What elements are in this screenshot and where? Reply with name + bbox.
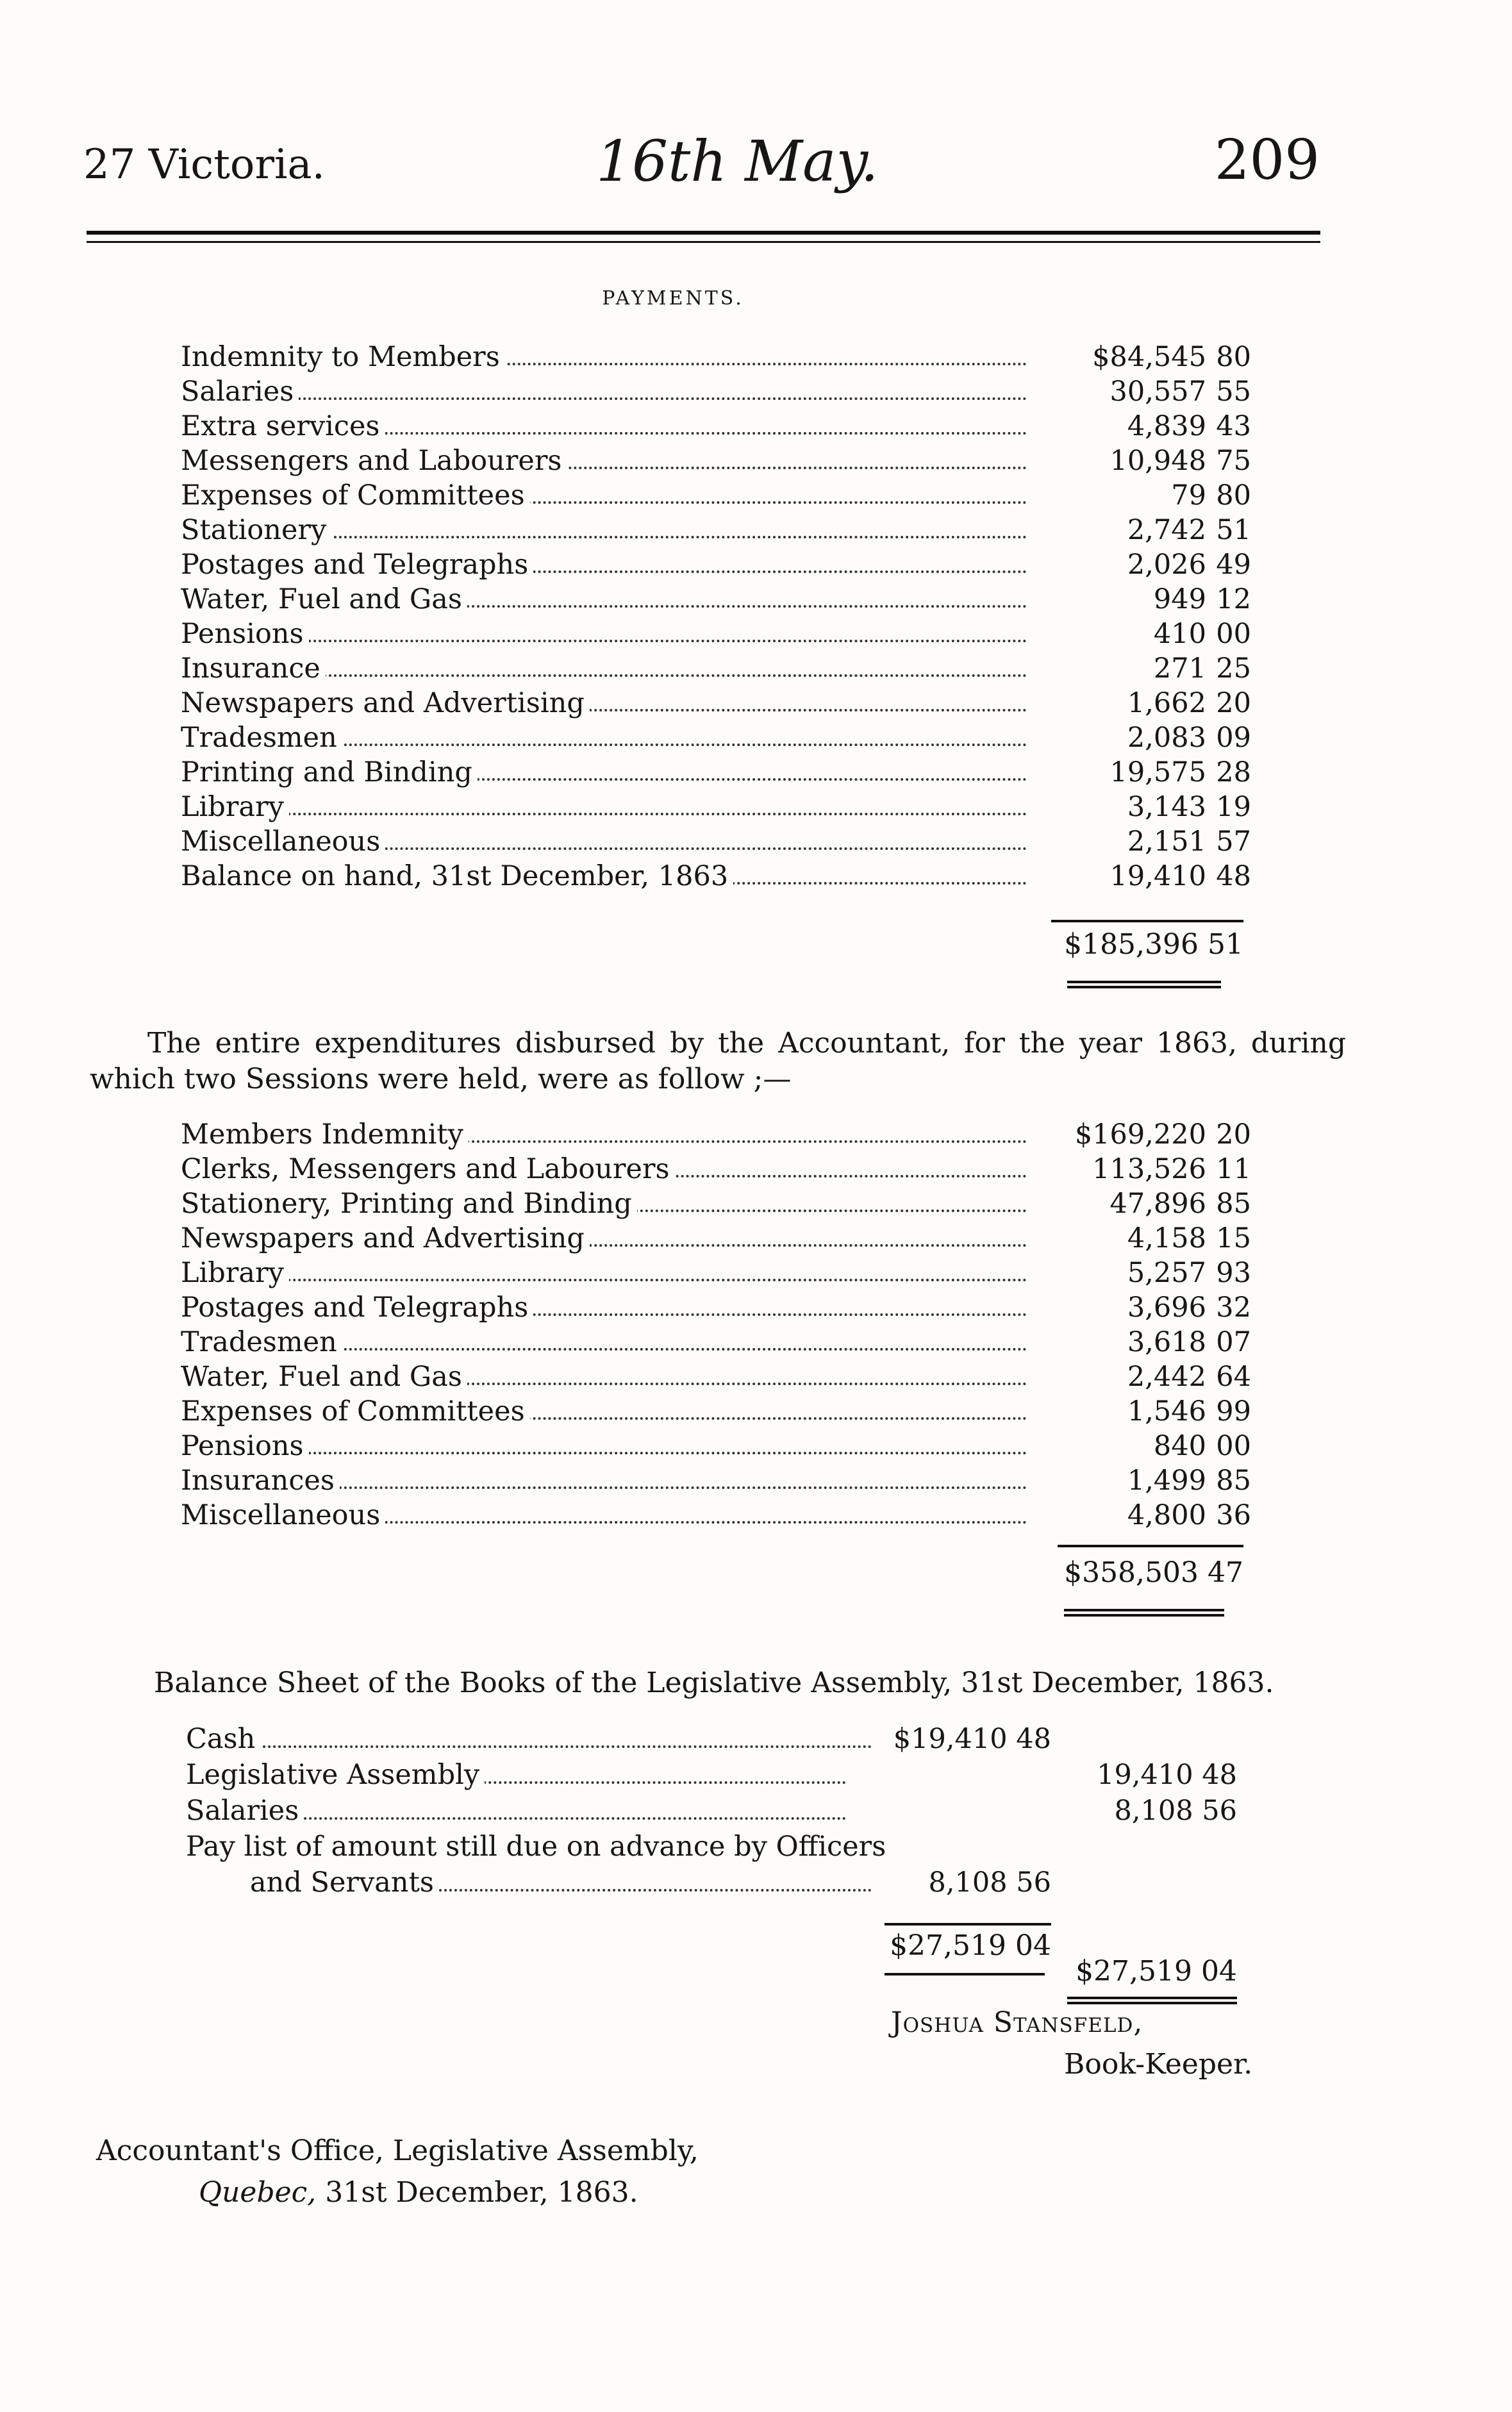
- payments-cents: 00: [1216, 618, 1251, 650]
- expenditures-cents: 07: [1216, 1326, 1251, 1358]
- expenditures-amount: [1040, 1221, 1251, 1256]
- expenditures-label: Water, Fuel and Gas: [181, 1360, 1027, 1394]
- expenditures-dollars: 4,800: [1127, 1499, 1206, 1531]
- payments-row: [181, 444, 1251, 478]
- expenditures-row: [181, 1117, 1251, 1152]
- payments-label: Printing and Binding: [181, 755, 1027, 790]
- payments-label: Stationery: [181, 513, 1027, 547]
- payments-row: [181, 582, 1251, 617]
- payments-cents: 80: [1216, 341, 1251, 373]
- payments-amount: [1040, 617, 1251, 651]
- payments-amount: [1040, 513, 1251, 547]
- payments-dollars: 2,026: [1127, 549, 1206, 581]
- payments-amount: [1040, 340, 1251, 374]
- expenditures-row: [181, 1256, 1251, 1290]
- payments-amount: [1040, 444, 1251, 478]
- expenditures-dollars: 47,896: [1109, 1188, 1206, 1220]
- expenditures-label: Tradesmen: [181, 1325, 1027, 1360]
- expenditures-dollars: 840: [1153, 1430, 1206, 1462]
- expenditures-cents: 20: [1216, 1119, 1251, 1151]
- expenditures-dollars: 5,257: [1127, 1257, 1206, 1289]
- expenditures-dollars: 4,158: [1127, 1222, 1206, 1254]
- payments-row: [181, 755, 1251, 790]
- payments-amount: [1040, 755, 1251, 790]
- payments-cents: 19: [1216, 791, 1251, 823]
- payments-label: Pensions: [181, 617, 1027, 651]
- expenditures-cents: 64: [1216, 1361, 1251, 1393]
- payments-dollars: 949: [1153, 583, 1206, 615]
- expenditures-row: [181, 1429, 1251, 1463]
- expenditures-row: [181, 1498, 1251, 1533]
- payments-label: Insurance: [181, 651, 1027, 686]
- payments-dollars: 19,575: [1109, 756, 1206, 788]
- office-place-date: [199, 2176, 638, 2209]
- payments-row: [181, 513, 1251, 547]
- payments-dollars: 2,742: [1127, 514, 1206, 546]
- bs-debit-rule: [885, 1923, 1051, 1925]
- expenditures-label: Clerks, Messengers and Labourers: [181, 1152, 1027, 1186]
- expenditures-amount: [1040, 1325, 1251, 1360]
- expenditures-cents: 99: [1216, 1395, 1251, 1427]
- expenditures-amount: [1040, 1394, 1251, 1429]
- page-date: 16th May.: [596, 128, 879, 194]
- payments-row: [181, 547, 1251, 582]
- payments-label: Salaries: [181, 374, 1027, 409]
- payments-cents: 12: [1216, 583, 1251, 615]
- payments-amount: [1040, 824, 1251, 859]
- payments-dollars: 19,410: [1109, 860, 1206, 892]
- payments-dollars: $84,545: [1092, 341, 1206, 373]
- page-number: 209: [1214, 128, 1320, 192]
- payments-cents: 25: [1216, 653, 1251, 685]
- bs-credit-total: $27,519 04: [1076, 1955, 1237, 1988]
- payments-amount: [1040, 547, 1251, 582]
- expenditures-row: [181, 1290, 1251, 1325]
- bs-double-rule: [1067, 1997, 1237, 2004]
- expenditures-amount: [1040, 1498, 1251, 1533]
- payments-row: [181, 720, 1251, 755]
- payments-cents: 49: [1216, 549, 1251, 581]
- payments-dollars: 10,948: [1109, 445, 1206, 477]
- expenditures-dollars: 1,499: [1127, 1465, 1206, 1497]
- payments-cents: 09: [1216, 722, 1251, 754]
- payments-label: Expenses of Committees: [181, 478, 1027, 513]
- bs-label: and Servants: [250, 1865, 872, 1900]
- expenditures-row: [181, 1463, 1251, 1498]
- payments-cents: 55: [1216, 376, 1251, 408]
- expenditures-row: [181, 1360, 1251, 1394]
- expenditures-row: [181, 1394, 1251, 1429]
- expenditures-row: [181, 1325, 1251, 1360]
- bs-label: Legislative Assembly: [186, 1757, 846, 1793]
- expenditures-amount: [1040, 1256, 1251, 1290]
- expenditures-sum-rule: [1058, 1545, 1243, 1547]
- bs-label: Salaries: [186, 1793, 846, 1829]
- expenditures-row: [181, 1152, 1251, 1186]
- office-place: Quebec,: [199, 2176, 317, 2209]
- expenditures-label: Library: [181, 1256, 1027, 1290]
- expenditures-dollars: 2,442: [1127, 1361, 1206, 1393]
- payments-amount: [1040, 651, 1251, 686]
- bs-row-paylist: [186, 1829, 1275, 1865]
- bs-debit: 8,108 56: [928, 1867, 1051, 1899]
- payments-amount: [1040, 790, 1251, 824]
- expenditures-cents: 32: [1216, 1292, 1251, 1324]
- payments-row: [181, 374, 1251, 409]
- header-rule-thin: [87, 241, 1320, 243]
- bs-row-assembly: [186, 1757, 1275, 1793]
- payments-label: Messengers and Labourers: [181, 444, 1027, 478]
- payments-double-rule: [1067, 981, 1221, 988]
- expenditures-row: [181, 1221, 1251, 1256]
- payments-label: Indemnity to Members: [181, 340, 1027, 374]
- expenditures-label: Newspapers and Advertising: [181, 1221, 1027, 1256]
- expenditures-label: Miscellaneous: [181, 1498, 1027, 1533]
- payments-row: [181, 478, 1251, 513]
- office-date: 31st December, 1863.: [325, 2176, 638, 2209]
- payments-total: $185,396 51: [1064, 928, 1243, 961]
- payments-dollars: 4,839: [1127, 410, 1206, 442]
- payments-row: [181, 686, 1251, 720]
- payments-row: [181, 859, 1251, 894]
- expenditures-cents: 85: [1216, 1465, 1251, 1497]
- payments-dollars: 30,557: [1109, 376, 1206, 408]
- expenditures-amount: [1040, 1463, 1251, 1498]
- payments-label: Water, Fuel and Gas: [181, 582, 1027, 617]
- office-line: Accountant's Office, Legislative Assembly,: [96, 2134, 699, 2167]
- payments-label: Extra services: [181, 409, 1027, 444]
- header-rule-thick: [87, 231, 1320, 235]
- payments-dollars: 79: [1171, 479, 1206, 512]
- expenditures-total: $358,503 47: [1064, 1556, 1243, 1589]
- bs-credit: 19,410 48: [1097, 1759, 1237, 1791]
- expenditures-cents: 36: [1216, 1499, 1251, 1531]
- expenditures-row: [181, 1186, 1251, 1221]
- payments-cents: 20: [1216, 687, 1251, 719]
- payments-row: [181, 340, 1251, 374]
- bs-label: Pay list of amount still due on advance by Officers: [186, 1831, 886, 1863]
- payments-dollars: 1,662: [1127, 687, 1206, 719]
- payments-cents: 28: [1216, 756, 1251, 788]
- payments-amount: [1040, 720, 1251, 755]
- expenditures-dollars: 3,618: [1127, 1326, 1206, 1358]
- payments-cents: 75: [1216, 445, 1251, 477]
- payments-row: [181, 409, 1251, 444]
- signatory-name: Joshua Stansfeld,: [891, 2006, 1143, 2039]
- expenditures-cents: 15: [1216, 1222, 1251, 1254]
- expenditures-amount: [1040, 1360, 1251, 1394]
- expenditures-dollars: 113,526: [1092, 1153, 1206, 1185]
- payments-table: [181, 340, 1251, 894]
- bs-row-salaries: [186, 1793, 1275, 1829]
- payments-label: Balance on hand, 31st December, 1863: [181, 859, 1027, 894]
- payments-row: [181, 790, 1251, 824]
- payments-amount: [1040, 686, 1251, 720]
- expenditures-double-rule: [1064, 1609, 1224, 1617]
- payments-dollars: 2,083: [1127, 722, 1206, 754]
- payments-label: Miscellaneous: [181, 824, 1027, 859]
- signatory-title: Book-Keeper.: [1064, 2048, 1253, 2081]
- page-header: [83, 128, 1320, 199]
- expenditures-amount: [1040, 1290, 1251, 1325]
- payments-label: Newspapers and Advertising: [181, 686, 1027, 720]
- payments-amount: [1040, 409, 1251, 444]
- expenditures-label: Members Indemnity: [181, 1117, 1027, 1152]
- expenditures-dollars: 1,546: [1127, 1395, 1206, 1427]
- payments-amount: [1040, 582, 1251, 617]
- expenditures-amount: [1040, 1429, 1251, 1463]
- payments-dollars: 271: [1153, 653, 1206, 685]
- payments-dollars: 3,143: [1127, 791, 1206, 823]
- bs-label: Cash: [186, 1721, 872, 1757]
- payments-label: Tradesmen: [181, 720, 1027, 755]
- expenditures-label: Postages and Telegraphs: [181, 1290, 1027, 1325]
- payments-cents: 80: [1216, 479, 1251, 512]
- expenditures-label: Insurances: [181, 1463, 1027, 1498]
- expenditures-dollars: 3,696: [1127, 1292, 1206, 1324]
- payments-cents: 51: [1216, 514, 1251, 546]
- expenditures-cents: 11: [1216, 1153, 1251, 1185]
- bs-bottom-rule: [885, 1973, 1045, 1975]
- bs-row-cash: [186, 1721, 1275, 1757]
- bs-credit: 8,108 56: [1114, 1795, 1237, 1827]
- payments-dollars: 2,151: [1127, 826, 1206, 858]
- payments-label: Library: [181, 790, 1027, 824]
- payments-row: [181, 617, 1251, 651]
- expenditures-label: Stationery, Printing and Binding: [181, 1186, 1027, 1221]
- expenditures-cents: 85: [1216, 1188, 1251, 1220]
- payments-cents: 57: [1216, 826, 1251, 858]
- payments-cents: 43: [1216, 410, 1251, 442]
- expenditure-paragraph: The entire expenditures disbursed by the Accountant, for the year 1863, during which two Sessions were held, were as follow ;—: [90, 1027, 1346, 1095]
- payments-cents: 48: [1216, 860, 1251, 892]
- payments-heading: PAYMENTS.: [602, 287, 744, 310]
- expenditures-cents: 00: [1216, 1430, 1251, 1462]
- payments-dollars: 410: [1153, 618, 1206, 650]
- expenditures-dollars: $169,220: [1074, 1119, 1206, 1151]
- expenditures-cents: 93: [1216, 1257, 1251, 1289]
- balance-sheet-title: Balance Sheet of the Books of the Legislative Assembly, 31st December, 1863.: [154, 1667, 1274, 1699]
- payments-row: [181, 824, 1251, 859]
- payments-amount: [1040, 374, 1251, 409]
- payments-amount: [1040, 478, 1251, 513]
- bs-row-servants: [186, 1865, 1275, 1900]
- bs-debit: $19,410 48: [893, 1723, 1051, 1755]
- expenditures-label: Pensions: [181, 1429, 1027, 1463]
- regnal-year: 27 Victoria.: [83, 141, 325, 188]
- payments-row: [181, 651, 1251, 686]
- expenditures-amount: [1040, 1186, 1251, 1221]
- payments-label: Postages and Telegraphs: [181, 547, 1027, 582]
- expenditures-table: [181, 1117, 1251, 1533]
- expenditures-amount: [1040, 1152, 1251, 1186]
- payments-amount: [1040, 859, 1251, 894]
- bs-debit-total: $27,519 04: [890, 1929, 1051, 1962]
- payments-sum-rule: [1051, 920, 1243, 922]
- expenditures-amount: [1040, 1117, 1251, 1152]
- expenditures-label: Expenses of Committees: [181, 1394, 1027, 1429]
